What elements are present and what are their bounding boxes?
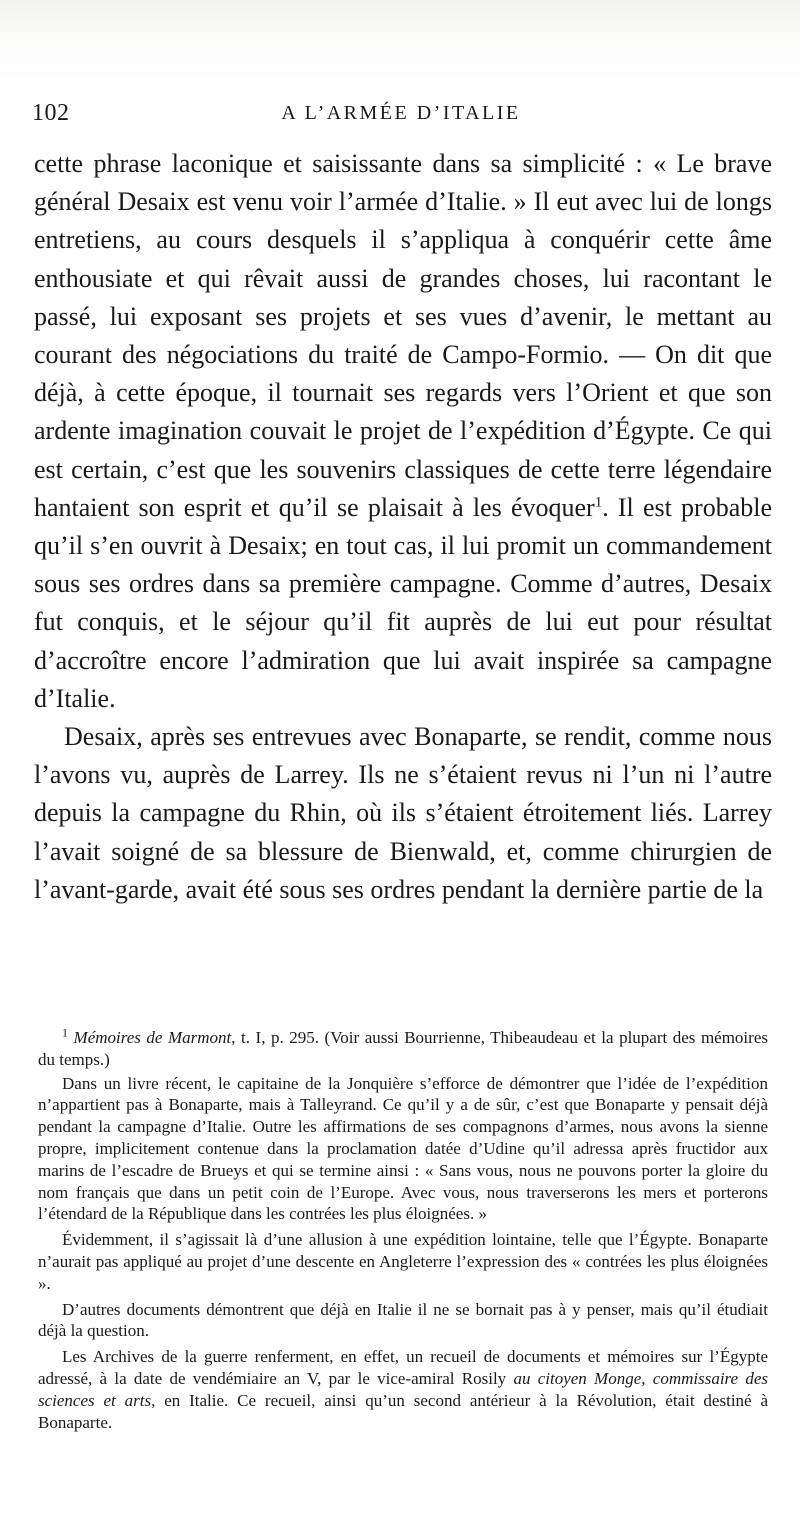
footnote-5-text-b: , en Italie. Ce recueil, ainsi qu’un second antérieur à la Révolution, était destiné à Bonaparte. <box>38 1390 768 1432</box>
paragraph-1 <box>34 145 772 718</box>
running-title: A L’ARMÉE D’ITALIE <box>281 102 521 124</box>
footnote-paragraph-3: Évidemment, il s’agissait là d’une allusion à une expédition lointaine, telle que l’Égypte. Bonaparte n’aurait pas appliqué au projet d’une descente en Angleterre l’expression des « contrées les plus éloignées ». <box>38 1230 768 1293</box>
footnote-1 <box>38 1027 768 1071</box>
paragraph-1-text-a: cette phrase laconique et saisissante dans sa simplicité : « Le brave général Desaix est venu voir l’armée d’Italie. » Il eut avec lui de longs entretiens, au cours desquels il s’appliqua à conquérir cette âme enthousiate et qui rêvait aussi de grandes choses, lui racontant le passé, lui exposant ses projets et ses vues d’avenir, le mettant au courant des négociations du traité de Campo-Formio. — On dit que déjà, à cette époque, il tournait ses regards vers l’Orient et que son ardente imagination couvait le projet de l’expédition d’Égypte. Ce qui est certain, c’est que les souvenirs classiques de cette terre légendaire hantaient son esprit et qu’il se plaisait à les évoquer <box>34 149 772 522</box>
page-number: 102 <box>32 100 70 126</box>
footnote-1-number: 1 <box>62 1025 68 1040</box>
footnote-5-italic: au citoyen Monge, commissaire des sciences et arts <box>38 1368 769 1410</box>
footnote-5-text-a: Les Archives de la guerre renferment, en effet, un recueil de documents et mémoires sur l’Égypte adressé, à la date de vendémiaire an V, par le vice-amiral Rosily <box>38 1347 768 1388</box>
footnote-paragraph-5 <box>38 1346 768 1433</box>
footnote-reference: 1 <box>594 494 603 511</box>
main-text <box>34 145 772 909</box>
page-header <box>32 100 770 132</box>
footnote-paragraph-2: Dans un livre récent, le capitaine de la Jonquière s’efforce de démontrer que l’idée de l’expédition n’appartient pas à Bonaparte, mais à Talleyrand. Ce qu’il y a de sûr, c’est que Bonaparte y pensait déjà pendant la campagne d’Italie. Outre les affirmations de ses compagnons d’armes, nous avons la sienne propre, implicitement contenue dans la proclamation datée d’Udine qu’il adressa après fructidor aux marins de l’escadre de Brueys et qui se termine ainsi : « Sans vous, nous ne pouvons porter la gloire du nom français que dans un petit coin de l’Europe. Avec vous, nous traverserons les mers et porterons l’étendard de la République dans les contrées les plus éloignées. » <box>38 1073 768 1224</box>
paragraph-2: Desaix, après ses entrevues avec Bonaparte, se rendit, comme nous l’avons vu, auprès de Larrey. Ils ne s’étaient revus ni l’un ni l’autre depuis la campagne du Rhin, où ils s’étaient étroitement liés. Larrey l’avait soigné de sa blessure de Bienwald, et, comme chirurgien de l’avant-garde, avait été sous ses ordres pendant la dernière partie de la <box>34 722 772 904</box>
footnote-1-text: , t. I, p. 295. (Voir aussi Bourrienne, Thibeaudeau et la plupart des mémoires du temps.) <box>38 1028 768 1069</box>
footnotes <box>38 1027 768 1437</box>
paragraph-1-text-b: . Il est probable qu’il s’en ouvrit à Desaix; en tout cas, il lui promit un commandement sous ses ordres dans sa première campagne. Comme d’autres, Desaix fut conquis, et le séjour qu’il fit auprès de lui eut pour résultat d’accroître encore l’admiration que lui avait inspirée sa campagne d’Italie. <box>34 492 772 713</box>
footnote-paragraph-4: D’autres documents démontrent que déjà en Italie il ne se bornait pas à y penser, mais qu’il étudiait déjà la question. <box>38 1299 768 1341</box>
footnote-1-source-title: Mémoires de Marmont <box>73 1028 232 1047</box>
